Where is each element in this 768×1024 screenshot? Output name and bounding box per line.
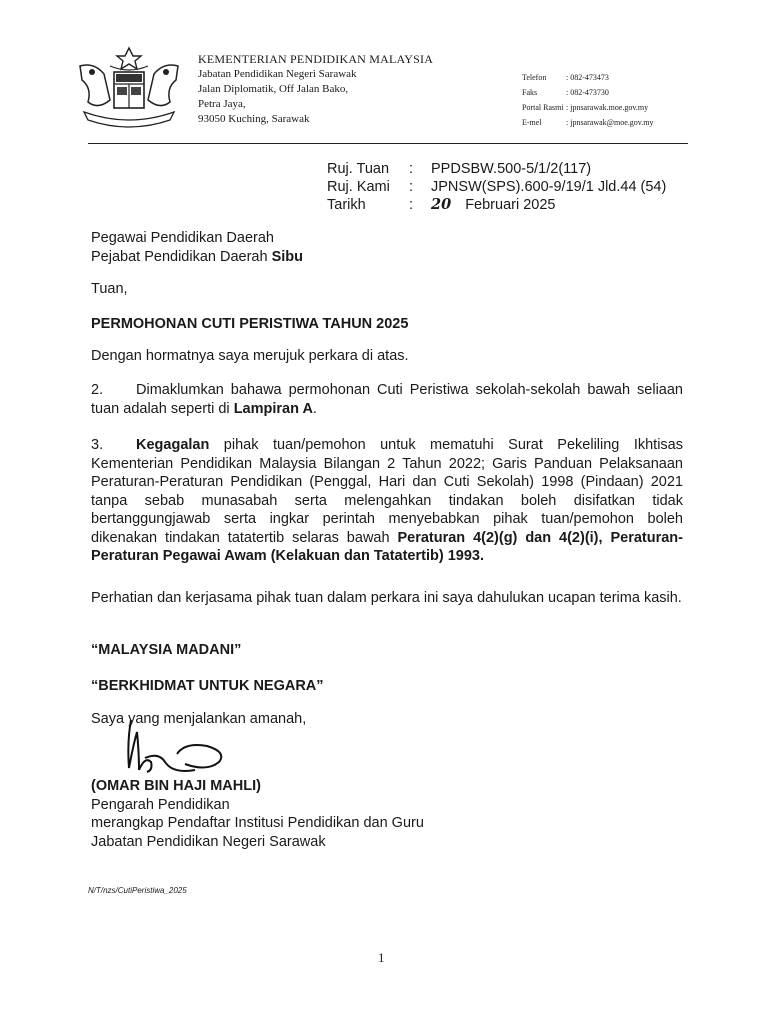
address-line: Jalan Diplomatik, Off Jalan Bako, bbox=[198, 83, 349, 95]
signoff: Saya yang menjalankan amanah, bbox=[91, 711, 307, 727]
header-divider bbox=[88, 143, 688, 144]
contact-label: Telefon bbox=[522, 73, 547, 82]
slogan-berkhidmat: “BERKHIDMAT UNTUK NEGARA” bbox=[91, 678, 324, 694]
ref-label: Ruj. Tuan bbox=[327, 161, 390, 177]
recipient-block bbox=[91, 229, 683, 266]
address-line: 93050 Kuching, Sarawak bbox=[198, 113, 310, 125]
closing-paragraph: Perhatian dan kerjasama pihak tuan dalam perkara ini saya dahulukan ucapan terima kasih. bbox=[91, 590, 682, 606]
signatory-title: merangkap Pendaftar Institusi Pendidikan dan Guru bbox=[91, 815, 424, 831]
ref-value: Februari 2025 bbox=[465, 197, 556, 213]
recipient-line bbox=[91, 248, 683, 267]
recipient-office: Pejabat Pendidikan Daerah bbox=[91, 248, 272, 265]
ref-label: Tarikh bbox=[327, 197, 366, 213]
letterhead-address bbox=[198, 67, 357, 127]
opening-paragraph: Dengan hormatnya saya merujuk perkara di atas. bbox=[91, 348, 409, 364]
signatory-title: Jabatan Pendidikan Negeri Sarawak bbox=[91, 833, 326, 850]
recipient-line: Pegawai Pendidikan Daerah bbox=[91, 230, 274, 246]
ref-row-tuan bbox=[327, 160, 666, 178]
coat-of-arms-logo bbox=[70, 44, 188, 130]
paragraph-end: . bbox=[312, 400, 317, 417]
date-day-handwritten: 20 bbox=[431, 196, 452, 213]
signatory-name: (OMAR BIN HAJI MAHLI) bbox=[91, 778, 261, 794]
contact-row bbox=[522, 115, 654, 130]
organization-name: KEMENTERIAN PENDIDIKAN MALAYSIA bbox=[198, 52, 434, 66]
contact-value: : jpnsarawak.moe.gov.my bbox=[566, 103, 649, 112]
ref-row-tarikh bbox=[327, 196, 666, 214]
ref-row-kami bbox=[327, 178, 666, 196]
letterhead-contact bbox=[522, 70, 654, 130]
paragraph-bold-end: Peraturan 4(2)(g) dan 4(2)(i), Peraturan-Peraturan Pegawai Awam (Kelakuan dan Tatatertib) 1993. bbox=[91, 529, 683, 564]
paragraph-text: Dimaklumkan bahawa permohonan Cuti Peristiwa sekolah-sekolah bawah seliaan tuan adalah seperti di bbox=[91, 382, 683, 417]
ref-colon: : bbox=[409, 197, 414, 213]
reference-block bbox=[327, 160, 666, 214]
ref-colon: : bbox=[409, 179, 414, 195]
ref-colon: : bbox=[409, 161, 414, 177]
contact-label: E-mel bbox=[522, 118, 542, 127]
ref-value: PPDSBW.500-5/1/2(117) bbox=[431, 161, 592, 177]
contact-label: Portal Rasmi bbox=[522, 103, 564, 112]
signatory-block bbox=[91, 777, 683, 851]
slogan-malaysia-madani: “MALAYSIA MADANI” bbox=[91, 642, 242, 658]
contact-row bbox=[522, 100, 654, 115]
paragraph-number: 2. bbox=[91, 382, 104, 398]
signatory-title: Pengarah Pendidikan bbox=[91, 796, 230, 813]
ref-label: Ruj. Kami bbox=[327, 179, 390, 195]
footer-reference: N/T/nzs/CutiPeristiwa_2025 bbox=[88, 886, 187, 895]
ref-value: JPNSW(SPS).600-9/19/1 Jld.44 (54) bbox=[431, 179, 667, 195]
paragraph-bold-start: Kegagalan bbox=[136, 437, 210, 453]
contact-value: : 082-473730 bbox=[566, 88, 609, 97]
contact-value: : 082-473473 bbox=[566, 73, 609, 82]
address-line: Jabatan Pendidikan Negeri Sarawak bbox=[198, 68, 357, 80]
page-number: 1 bbox=[378, 950, 385, 965]
contact-row bbox=[522, 70, 654, 85]
paragraph-3 bbox=[91, 436, 683, 566]
contact-label: Faks bbox=[522, 88, 538, 97]
lampiran-reference: Lampiran A bbox=[233, 400, 313, 417]
paragraph-text: pihak tuan/pemohon untuk mematuhi Surat Pekeliling Ikhtisas Kementerian Pendidikan Malaysia Bilangan 2 Tahun 2022; Garis Panduan Pelaksanaan Peraturan-Peraturan Pendidikan (Penggal, Hari dan Cuti Sekolah) 1998 (Pindaan) 2021 tanpa sebab munasabah serta melengahkan tindakan boleh disifatkan tidak bertanggungjawab serta ingkar perintah menyebabkan pihak tuan/pemohon boleh dikenakan tindakan tatatertib selaras bawah bbox=[91, 437, 683, 546]
subject-heading: PERMOHONAN CUTI PERISTIWA TAHUN 2025 bbox=[91, 316, 409, 332]
contact-value: : jpnsarawak@moe.gov.my bbox=[566, 118, 654, 127]
paragraph-number: 3. bbox=[91, 437, 104, 453]
salutation: Tuan, bbox=[91, 281, 128, 297]
contact-row bbox=[522, 85, 654, 100]
address-line: Petra Jaya, bbox=[198, 98, 246, 110]
paragraph-2 bbox=[91, 381, 683, 418]
recipient-district: Sibu bbox=[271, 248, 303, 265]
handwritten-signature bbox=[115, 712, 255, 778]
